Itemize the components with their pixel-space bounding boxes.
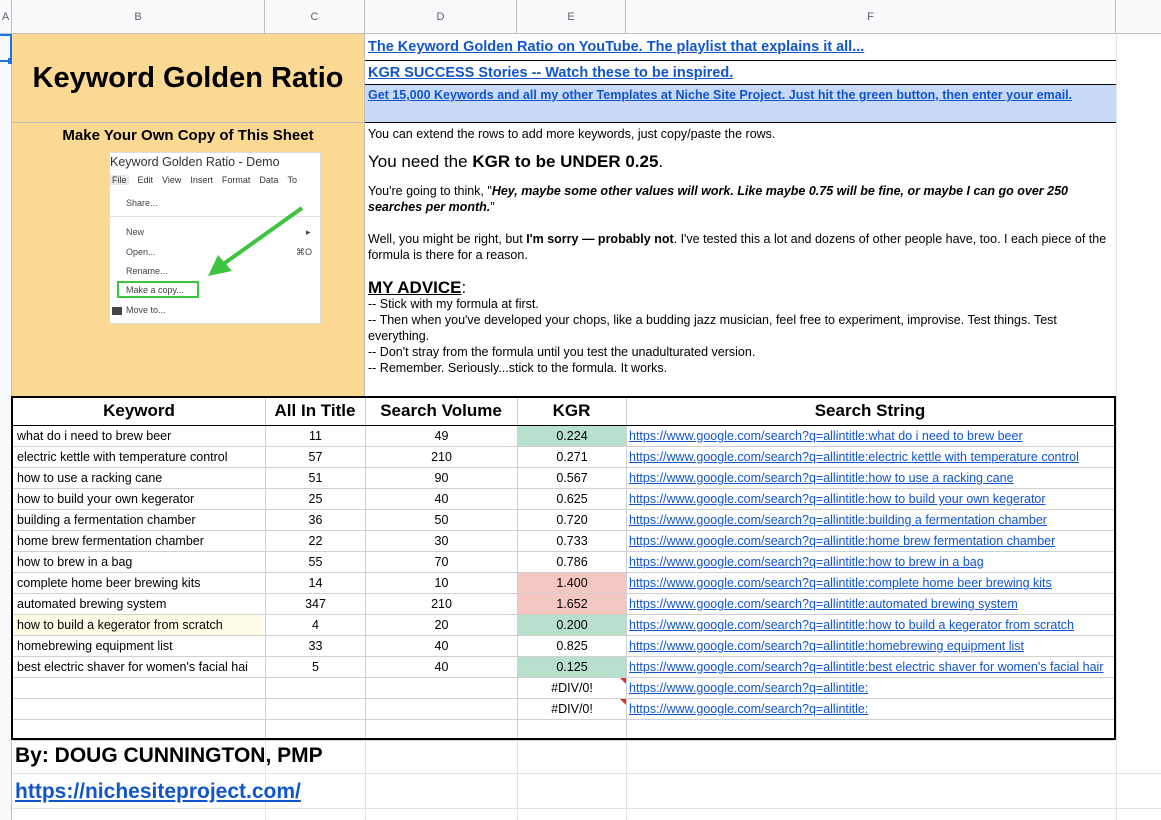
kgr-cell[interactable]: 0.786 bbox=[556, 555, 588, 569]
search-string-link[interactable]: https://www.google.com/search?q=allintitle:what do i need to brew beer bbox=[629, 429, 1023, 443]
search-string-link[interactable]: https://www.google.com/search?q=allintitle:home brew fermentation chamber bbox=[629, 534, 1056, 548]
submenu-arrow-icon: ▸ bbox=[306, 227, 311, 237]
search-string-link[interactable]: https://www.google.com/search?q=allintitle:how to build your own kegerator bbox=[629, 492, 1046, 506]
search-volume-cell[interactable] bbox=[366, 720, 517, 740]
col-header-e[interactable]: E bbox=[517, 0, 626, 34]
keyword-cell[interactable] bbox=[14, 699, 264, 719]
search-volume-cell[interactable]: 210 bbox=[431, 597, 452, 611]
keyword-cell[interactable] bbox=[14, 720, 264, 740]
search-string-link[interactable]: https://www.google.com/search?q=allintitle: bbox=[629, 681, 869, 695]
copy-instructions-cell[interactable] bbox=[12, 123, 365, 396]
title-cell[interactable] bbox=[12, 34, 365, 123]
all-in-title-cell[interactable]: 347 bbox=[305, 597, 326, 611]
kgr-cell[interactable]: 0.200 bbox=[518, 615, 626, 635]
kgr-cell[interactable]: 1.652 bbox=[518, 594, 626, 614]
search-volume-cell[interactable] bbox=[366, 699, 517, 719]
search-string-link[interactable]: https://www.google.com/search?q=allintitle:homebrewing equipment list bbox=[629, 639, 1025, 653]
green-arrow-icon bbox=[200, 203, 310, 283]
error-marker-icon bbox=[620, 699, 626, 705]
search-string-cell[interactable] bbox=[629, 594, 1161, 614]
all-in-title-cell[interactable] bbox=[266, 699, 365, 719]
keyword-cell[interactable]: building a fermentation chamber bbox=[17, 513, 196, 527]
search-string-link[interactable]: https://www.google.com/search?q=allintitle:how to build a kegerator from scratch bbox=[629, 618, 1075, 632]
search-string-cell[interactable] bbox=[629, 657, 1161, 677]
keyword-cell[interactable]: what do i need to brew beer bbox=[17, 429, 172, 443]
youtube-link-cell[interactable] bbox=[365, 34, 1116, 61]
keyword-cell[interactable]: how to build a kegerator from scratch bbox=[14, 615, 264, 635]
advice-bullet: -- Stick with my formula at first. bbox=[368, 297, 539, 311]
search-volume-cell[interactable]: 90 bbox=[434, 471, 449, 485]
col-header-c[interactable]: C bbox=[265, 0, 365, 34]
col-header-a[interactable]: A bbox=[0, 0, 12, 34]
search-string-cell[interactable] bbox=[629, 636, 1161, 656]
keyword-cell[interactable]: electric kettle with temperature control bbox=[17, 450, 228, 464]
search-string-cell[interactable] bbox=[629, 531, 1161, 551]
kgr-cell[interactable] bbox=[518, 720, 626, 740]
keyword-cell[interactable]: homebrewing equipment list bbox=[17, 639, 173, 653]
all-in-title-cell[interactable] bbox=[266, 720, 365, 740]
search-volume-cell[interactable]: 10 bbox=[434, 576, 449, 590]
search-volume-cell[interactable]: 20 bbox=[434, 618, 449, 632]
search-string-cell[interactable] bbox=[629, 615, 1161, 635]
well-text: Well, you might be right, but I'm sorry — probably not. I've tested this a lot and dozens of other people have, too. I each piece of the formula is there for a reason. bbox=[368, 232, 1107, 262]
keyword-cell[interactable]: how to brew in a bag bbox=[17, 555, 133, 569]
col-header-f[interactable]: F bbox=[626, 0, 1116, 34]
search-string-cell[interactable] bbox=[629, 699, 1161, 719]
search-string-cell[interactable] bbox=[629, 678, 1161, 698]
advice-bullet: -- Then when you've developed your chops, like a budding jazz musician, feel free to experiment, improvise. Test things. Test everything. bbox=[368, 313, 1057, 343]
search-string-cell[interactable] bbox=[629, 468, 1161, 488]
search-string-cell[interactable] bbox=[629, 510, 1161, 530]
header-search-string[interactable]: Search String bbox=[814, 401, 926, 420]
keyword-cell[interactable] bbox=[14, 678, 264, 698]
keyword-cell[interactable]: home brew fermentation chamber bbox=[17, 534, 204, 548]
mock-menu-bar: File Edit View Insert Format Data To bbox=[112, 175, 297, 185]
search-volume-cell[interactable]: 30 bbox=[434, 534, 449, 548]
kgr-cell[interactable]: 0.567 bbox=[556, 471, 588, 485]
col-header-g[interactable] bbox=[1116, 0, 1161, 34]
search-string-link[interactable]: https://www.google.com/search?q=allintitle:building a fermentation chamber bbox=[629, 513, 1047, 527]
success-stories-link[interactable]: KGR SUCCESS Stories -- Watch these to be inspired. bbox=[368, 64, 734, 81]
search-string-cell[interactable] bbox=[629, 552, 1161, 572]
search-string-link[interactable]: https://www.google.com/search?q=allintitle:best electric shaver for women's facial hair bbox=[629, 660, 1104, 674]
header-all-in-title[interactable]: All In Title bbox=[274, 401, 356, 420]
search-volume-cell[interactable]: 49 bbox=[434, 429, 449, 443]
all-in-title-cell[interactable]: 4 bbox=[312, 618, 319, 632]
search-string-link[interactable]: https://www.google.com/search?q=allintitle:complete home beer brewing kits bbox=[629, 576, 1052, 590]
site-link-cell[interactable] bbox=[15, 780, 301, 804]
kgr-rule-text: You need the KGR to be UNDER 0.25. bbox=[368, 152, 664, 171]
kgr-cell[interactable]: 0.733 bbox=[556, 534, 588, 548]
keyword-cell[interactable]: best electric shaver for women's facial hai bbox=[17, 660, 248, 674]
all-in-title-cell[interactable]: 55 bbox=[308, 555, 323, 569]
all-in-title-cell[interactable]: 57 bbox=[308, 450, 323, 464]
all-in-title-cell[interactable] bbox=[266, 678, 365, 698]
header-keyword[interactable]: Keyword bbox=[103, 401, 175, 420]
keywords-link-cell[interactable] bbox=[365, 85, 1116, 123]
mock-doc-title: Keyword Golden Ratio - Demo bbox=[110, 155, 280, 169]
search-string-cell[interactable] bbox=[629, 447, 1161, 467]
advice-bullet: -- Remember. Seriously...stick to the formula. It works. bbox=[368, 361, 668, 375]
search-string-link[interactable]: https://www.google.com/search?q=allintitle:automated brewing system bbox=[629, 597, 1018, 611]
search-volume-cell[interactable]: 70 bbox=[434, 555, 449, 569]
advice-bullet: -- Don't stray from the formula until you test the unadulturated version. bbox=[368, 345, 756, 359]
all-in-title-cell[interactable]: 33 bbox=[308, 639, 323, 653]
all-in-title-cell[interactable]: 25 bbox=[308, 492, 323, 506]
search-volume-cell[interactable]: 40 bbox=[434, 660, 449, 674]
search-string-link[interactable]: https://www.google.com/search?q=allintitle:electric kettle with temperature control bbox=[629, 450, 1079, 464]
advice-cell[interactable] bbox=[368, 123, 1113, 396]
all-in-title-cell[interactable]: 11 bbox=[309, 429, 322, 443]
kgr-cell[interactable]: #DIV/0! bbox=[518, 699, 626, 719]
extend-rows-text: You can extend the rows to add more keywords, just copy/paste the rows. bbox=[368, 127, 776, 141]
search-volume-cell[interactable]: 210 bbox=[431, 450, 452, 464]
copy-heading: Make Your Own Copy of This Sheet bbox=[62, 127, 314, 144]
search-string-link[interactable]: https://www.google.com/search?q=allintitle:how to brew in a bag bbox=[629, 555, 984, 569]
search-string-cell[interactable] bbox=[629, 489, 1161, 509]
kgr-cell[interactable]: 0.720 bbox=[556, 513, 588, 527]
make-copy-highlight bbox=[117, 281, 199, 298]
kgr-cell[interactable]: 0.224 bbox=[518, 426, 626, 446]
search-volume-cell[interactable] bbox=[366, 678, 517, 698]
all-in-title-cell[interactable]: 5 bbox=[312, 660, 319, 674]
search-volume-cell[interactable]: 40 bbox=[434, 492, 449, 506]
site-link[interactable]: https://nichesiteproject.com/ bbox=[15, 780, 301, 803]
kgr-cell[interactable]: #DIV/0! bbox=[518, 678, 626, 698]
search-string-cell[interactable] bbox=[629, 426, 1161, 446]
kgr-cell[interactable]: 0.271 bbox=[556, 450, 588, 464]
all-in-title-cell[interactable]: 36 bbox=[308, 513, 323, 527]
header-kgr[interactable]: KGR bbox=[552, 401, 591, 420]
search-string-cell[interactable] bbox=[629, 573, 1161, 593]
keyword-cell[interactable]: automated brewing system bbox=[17, 597, 167, 611]
youtube-playlist-link[interactable]: The Keyword Golden Ratio on YouTube. The playlist that explains it all... bbox=[368, 39, 865, 55]
col-header-b[interactable]: B bbox=[12, 0, 265, 34]
search-volume-cell[interactable]: 40 bbox=[434, 639, 449, 653]
error-marker-icon bbox=[620, 678, 626, 684]
all-in-title-cell[interactable]: 51 bbox=[308, 471, 323, 485]
kgr-cell[interactable]: 0.825 bbox=[556, 639, 588, 653]
kgr-cell[interactable]: 0.625 bbox=[556, 492, 588, 506]
advice-heading: MY ADVICE: bbox=[368, 278, 467, 297]
kgr-cell[interactable]: 0.125 bbox=[518, 657, 626, 677]
search-string-cell[interactable] bbox=[629, 720, 1161, 740]
make-copy-screenshot: Keyword Golden Ratio - Demo File Edit View Insert Format Data To Share... New ▸ Open... ⌘O Rename... Make a copy... Move to... bbox=[109, 152, 321, 324]
author-credit: By: DOUG CUNNINGTON, PMP bbox=[15, 744, 323, 767]
all-in-title-cell[interactable]: 22 bbox=[308, 534, 323, 548]
search-volume-cell[interactable]: 50 bbox=[434, 513, 449, 527]
kgr-cell[interactable]: 1.400 bbox=[518, 573, 626, 593]
think-text: You're going to think, "Hey, maybe some other values will work. Like maybe 0.75 will be fine, or maybe I can go over 250 searches per month." bbox=[368, 184, 1068, 214]
keyword-cell[interactable]: how to use a racking cane bbox=[17, 471, 163, 485]
folder-icon bbox=[112, 307, 122, 315]
all-in-title-cell[interactable]: 14 bbox=[308, 576, 323, 590]
page-title: Keyword Golden Ratio bbox=[32, 61, 344, 94]
col-header-d[interactable]: D bbox=[365, 0, 517, 34]
get-keywords-link[interactable]: Get 15,000 Keywords and all my other Templates at Niche Site Project. Just hit the green button, then enter your email. bbox=[368, 88, 1073, 102]
header-search-volume[interactable]: Search Volume bbox=[380, 401, 502, 420]
success-link-cell[interactable] bbox=[365, 61, 1116, 85]
keyword-cell[interactable]: how to build your own kegerator bbox=[17, 492, 195, 506]
keyword-cell[interactable]: complete home beer brewing kits bbox=[17, 576, 201, 590]
search-string-link[interactable]: https://www.google.com/search?q=allintitle: bbox=[629, 702, 869, 716]
search-string-link[interactable]: https://www.google.com/search?q=allintitle:how to use a racking cane bbox=[629, 471, 1014, 485]
